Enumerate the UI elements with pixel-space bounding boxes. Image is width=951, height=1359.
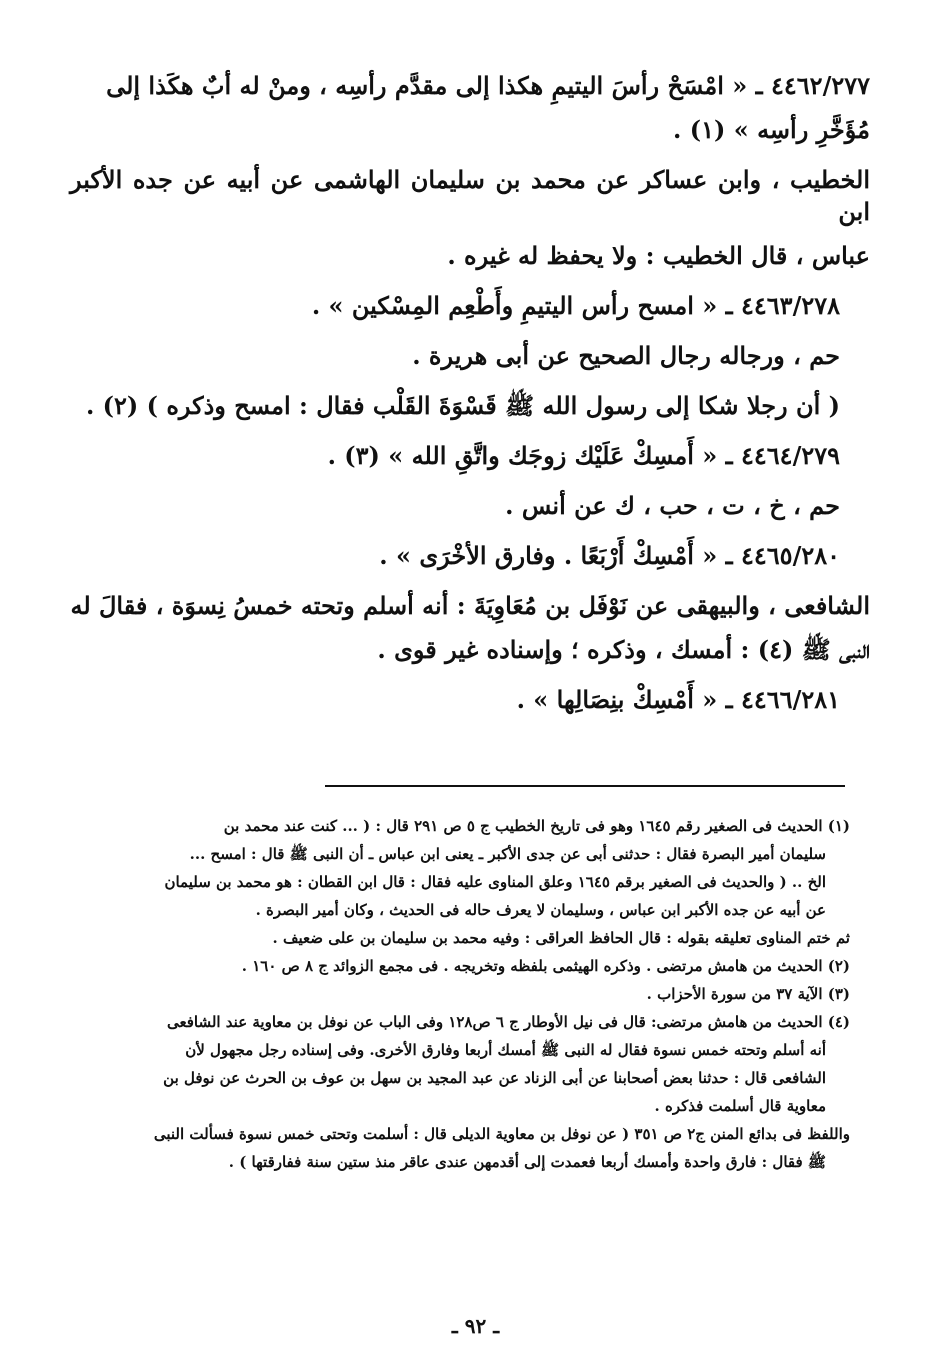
source-280-line-1: الشافعى ، والبيهقى عن نَوْفَل بن مُعَاوِيَةَ : أنه أسلم وتحته خمسُ نِسوَة ، فقالَ له [70, 591, 870, 620]
footnote-4-line-4: معاوية قال أسلمت فذكره . [654, 1097, 826, 1115]
footnote-1-line-1: (١) الحديث فى الصغير رقم ١٦٤٥ وهو فى تاريخ الخطيب ج ٥ ص ٢٩١ قال : ( ... كنت عند محمد بن [223, 817, 850, 835]
hadith-278: ٤٤٦٣/٢٧٨ ـ « امسح رأس اليتيمِ وأَطْعِم المِسْكين » . [311, 291, 840, 320]
footnote-4-line-6: ﷺ فقال : فارق واحدة وأمسك أربعا فعمدت إلى أقدمهن عندى عاقر منذ ستين سنة ففارقتها ) . [228, 1153, 826, 1171]
hadith-279: ٤٤٦٤/٢٧٩ ـ « أَمسِكْ عَلَيْك زوجَك واتَّقِ الله » (٣) . [327, 441, 840, 470]
footnote-4-line-3: الشافعى قال : حدثنا بعض أصحابنا عن أبى الزناد عن عبد المجيد بن سهل بن عوف بن الحرث عن نوفل بن [163, 1069, 826, 1087]
footnote-2: (٢) الحديث من هامش مرتضى . وذكره الهيثمى بلفظه وتخريجه . فى مجمع الزوائد ج ٨ ص ١٦٠ . [241, 957, 850, 975]
hadith-277-line-1: ٤٤٦٢/٢٧٧ ـ « امْسَحْ رأسَ اليتيمِ هكذا إلى مقدَّم رأسِه ، ومنْ له أبٌ هكَذا إلى [106, 71, 870, 100]
footnote-4-line-1: (٤) الحديث من هامش مرتضى: قال فى نيل الأوطار ج ٦ ص١٢٨ وفى الباب عن نوفل بن معاوية عند الشافعى [166, 1013, 850, 1031]
footnote-4-line-5: واللفظ فى بدائع المنن ج٢ ص ٣٥١ ( عن نوفل بن معاوية الديلى قال : أسلمت وتحتى خمس نسوة فسألت النبى [153, 1125, 850, 1143]
source-280-line-2: النبى ﷺ (٤) : أمسك ، وذكره ؛ وإسناده غير قوى . [377, 635, 870, 664]
footnote-1-line-4: عن أبيه عن جده الأكبر ابن عباس ، وسليمان لا يعرف حاله فى الحديث ، وكان أمير البصرة . [255, 901, 826, 919]
source-278: حم ، ورجاله رجال الصحيح عن أبى هريرة . [412, 341, 840, 370]
source-279: حم ، خ ، ت ، حب ، ك عن أنس . [505, 491, 840, 520]
footnote-1-line-5: ثم ختم المناوى تعليقه بقوله : قال الحافظ العراقى : وفيه محمد بن سليمان بن على ضعيف . [272, 929, 850, 947]
footnote-3: (٣) الآية ٣٧ من سورة الأحزاب . [646, 985, 850, 1003]
hadith-277-line-2: مُؤَخَّرِ رأسِه » (١) . [673, 115, 870, 144]
hadith-280: ٤٤٦٥/٢٨٠ ـ « أَمْسِكْ أَرْبَعًا . وفارق الأخْرَى » . [379, 541, 840, 570]
footnote-1-line-3: الخ .. ( والحديث فى الصغير برقم ١٦٤٥ وعلق المناوى عليه فقال : قال ابن القطان : هو محمد بن سليمان [164, 873, 826, 891]
source-277-line-2: عباس ، قال الخطيب : ولا يحفظ له غيره . [447, 241, 870, 270]
source-277-line-1: الخطيب ، وابن عساكر عن محمد بن سليمان الهاشمى عن أبيه عن جده الأكبر ابن [70, 165, 870, 226]
page-number: ـ ٩٢ ـ [451, 1314, 500, 1338]
footnote-1-line-2: سليمان أمير البصرة فقال : حدثنى أبى عن جدى الأكبر ـ يعنى ابن عباس ـ أن النبى ﷺ قال : امسح ... [189, 845, 826, 863]
note-278: ( أن رجلا شكا إلى رسول الله ﷺ قَسْوَةَ القَلْب فقال : امسح وذكره ) (٢) . [85, 391, 840, 420]
footnote-4-line-2: أنه أسلم وتحته خمس نسوة فقال له النبى ﷺ أمسك أربعا وفارق الأخرى. وفى إسناده رجل مجهول لأن [185, 1041, 826, 1059]
hadith-281: ٤٤٦٦/٢٨١ ـ « أَمْسِكْ بنِصَالِها » . [516, 685, 840, 714]
footnote-divider [325, 785, 845, 787]
main-text [70, 70, 870, 734]
footnotes [70, 812, 850, 1176]
